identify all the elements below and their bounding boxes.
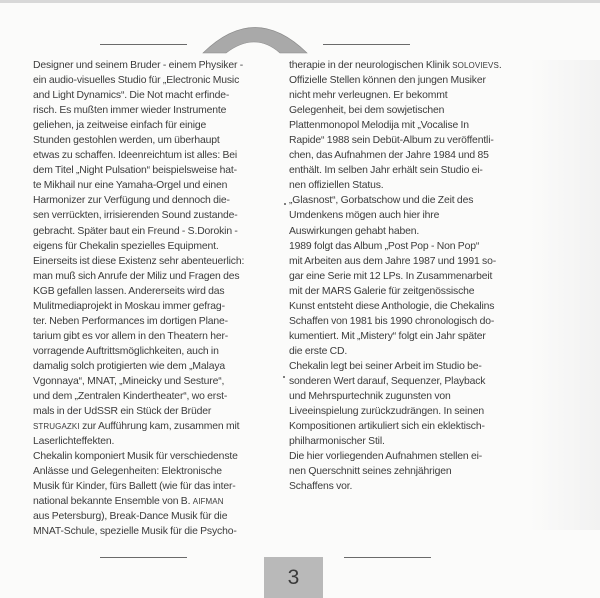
text-line: KGB gefallen lassen. Andererseits wird das: [33, 285, 225, 297]
text-line: Designer und seinem Bruder - einem Physiker -: [33, 60, 244, 71]
text-line: ter. Neben Performances im dortigen Plane-: [33, 315, 228, 327]
text-fragment: national bekannte Ensemble von B.: [33, 496, 193, 508]
text-line: sonderen Wert darauf, Sequenzer, Playback: [289, 375, 486, 387]
text-line: damalig solch protigierten wie dem „Malaya: [33, 360, 226, 372]
text-line: [289, 58, 569, 73]
text-line: man muß sich Anrufe der Miliz und Fragen des: [33, 270, 240, 282]
arch-ornament-icon: [200, 18, 310, 54]
print-dot: [284, 203, 286, 205]
text-line: ein audio-visuelles Studio für „Electronic Music: [33, 75, 240, 87]
text-line: Auswirkungen gehabt haben.: [289, 225, 420, 237]
text-line: mit der MARS Galerie für zeitgenössische: [289, 285, 475, 297]
text-line: gebracht. Später baut ein Freund - S.Dorokin -: [33, 225, 238, 237]
text-line: nicht mehr verleugnen. Er bekommt: [289, 90, 448, 102]
text-line: tarium gibt es vor allem in den Theatern her-: [33, 330, 229, 342]
text-line: mit Arbeiten aus dem Jahre 1987 und 1991 so-: [289, 255, 497, 267]
text-line: „Glasnost“, Gorbatschow und die Zeit des: [289, 195, 474, 207]
text-fragment: .: [498, 60, 502, 71]
text-line: und Mehrspurtechnik zugunsten von: [289, 391, 451, 403]
text-line: Die hier vorliegenden Aufnahmen stellen ei-: [289, 451, 483, 463]
text-line: [33, 419, 283, 434]
text-line: mals in der UdSSR ein Stück der Brüder: [33, 406, 212, 418]
print-dot: [283, 376, 285, 378]
text-line: Kompositionen artikuliert sich ein eklektisch-: [289, 421, 485, 433]
text-line: te Mikhail nur eine Yamaha-Orgel und einen: [33, 180, 228, 192]
top-rule-right: [323, 44, 410, 45]
text-line: Anlässe und Gelegenheiten: Elektronische: [33, 466, 222, 478]
text-line: etwas zu schaffen. Ideenreichtum ist alles: Bei: [33, 150, 238, 162]
text-line: 1989 folgt das Album „Post Pop - Non Pop“: [289, 240, 480, 252]
text-line: die erste CD.: [289, 345, 348, 357]
small-caps-name: SOLOVIEVS: [452, 61, 499, 70]
text-line: Offizielle Stellen können den jungen Musiker: [289, 75, 486, 87]
text-line: enthält. Im selben Jahr erhält sein Studio ei-: [289, 165, 483, 177]
text-line: and Light Dynamics“. Die Not macht erfinde-: [33, 90, 230, 102]
bottom-rule-left: [100, 557, 187, 558]
text-line: Rapide“ 1988 sein Debüt-Album zu veröffentli-: [289, 135, 494, 147]
text-line: Vgonnaya“, MNAT, „Mineicky und Sesture“,: [33, 375, 225, 387]
text-line: Gelegenheit, bei dem sowjetischen: [289, 105, 445, 117]
text-line: gar eine Serie mit 12 LPs. In Zusammenarbeit: [289, 270, 493, 282]
text-fragment: therapie in der neurologischen Klinik: [289, 60, 453, 71]
text-line: kumentiert. Mit „Mistery“ folgt ein Jahr später: [289, 330, 486, 342]
small-caps-name: AIFMAN: [192, 497, 224, 507]
text-line: Stunden gestohlen werden, um überhaupt: [33, 135, 220, 147]
text-line: sen verrückten, irrisierenden Sound zustande-: [33, 210, 238, 222]
text-line: und dem „Zentralen Kindertheater“, wo erst-: [33, 391, 228, 403]
page-top-edge: [0, 0, 600, 3]
text-line: philharmonischer Stil.: [289, 436, 385, 448]
text-line: nen Querschnitt seines zehnjährigen: [289, 466, 452, 478]
text-line: Liveeinspielung zurückzudrängen. In seinen: [289, 406, 484, 418]
text-line: Chekalin komponiert Musik für verschiedenste: [33, 451, 238, 463]
text-line: nen offiziellen Status.: [289, 180, 384, 192]
text-line: vorragende Auftrittsmöglichkeiten, auch in: [33, 345, 219, 357]
text-line: Chekalin legt bei seiner Arbeit im Studio be-: [289, 360, 482, 372]
small-caps-name: STRUGAZKI: [33, 422, 80, 432]
text-line: Einerseits ist diese Existenz sehr abenteuerlich:: [33, 255, 245, 267]
text-line: chen, das Aufnahmen der Jahre 1984 und 85: [289, 150, 489, 162]
text-line: Schaffen von 1981 bis 1990 chronologisch do-: [289, 315, 495, 327]
text-line: Mulitmediaprojekt in Moskau immer gefrag-: [33, 300, 225, 312]
text-line: Kunst entsteht diese Anthologie, die Chekalins: [289, 300, 495, 312]
text-line: Umdenkens mögen auch hier ihre: [289, 210, 440, 222]
text-line: [33, 494, 283, 509]
text-fragment: zur Aufführung kam, zusammen mit: [79, 421, 240, 433]
text-line: Plattenmonopol Melodija mit „Vocalise In: [289, 120, 469, 132]
text-line: dem Titel „Night Pulsation“ beispielsweise hat-: [33, 165, 237, 177]
text-line: eigens für Chekalin spezielles Equipment.: [33, 240, 219, 252]
top-rule-left: [100, 44, 187, 45]
text-line: geliehen, ja zeitweise einfach für einige: [33, 120, 207, 132]
text-line: Harmonizer zur Verfügung und dennoch die-: [33, 195, 230, 207]
text-line: aus Petersburg), Break-Dance Musik für die: [33, 511, 228, 523]
text-line: Schaffens vor.: [289, 481, 353, 493]
text-line: Musik für Kinder, fürs Ballett (wie für das inter-: [33, 481, 236, 493]
right-column-text: [289, 58, 569, 494]
bottom-rule-right: [344, 557, 431, 558]
left-column-text: [33, 58, 283, 540]
text-line: MNAT-Schule, spezielle Musik für die Psycho-: [33, 526, 237, 538]
page-number: 3: [264, 557, 323, 598]
text-line: Laserlichteffekten.: [33, 436, 115, 448]
text-line: risch. Es mußten immer wieder Instrumente: [33, 105, 227, 117]
